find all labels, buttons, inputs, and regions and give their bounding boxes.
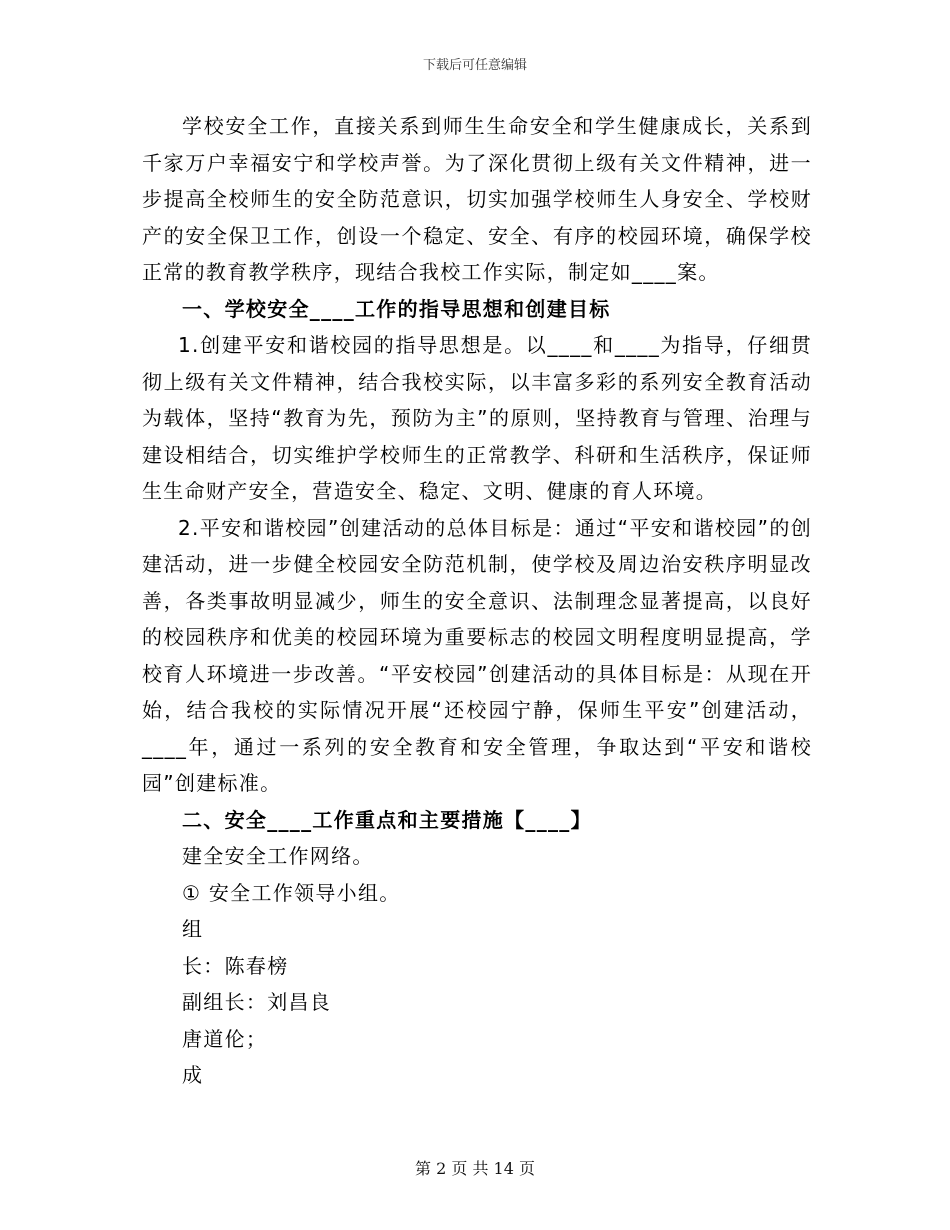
- group-line: 组: [182, 917, 204, 941]
- leader-line: 长：陈春榜: [182, 953, 289, 978]
- network-line: 建全安全工作网络。: [182, 844, 374, 868]
- leadership-group-line: ① 安全工作领导小组。: [182, 880, 401, 905]
- intro-paragraph: 学校安全工作，直接关系到师生生命安全和学生健康成长，关系到千家万户幸福安宁和学校声誉。为了深化贯彻上级有关文件精神，进一步提高全校师生的安全防范意识，切实加强学校师生人身安全、学校财产的安全保卫工作，创设一个稳定、安全、有序的校园环境，确保学校正常的教育教学秩序，现结合我校工作实际，制定如____案。: [142, 114, 812, 284]
- section-heading-1: 一、学校安全____工作的指导思想和创建目标: [182, 296, 611, 321]
- guiding-ideology-paragraph: 1.创建平安和谐校园的指导思想是。以____和____为指导，仔细贯彻上级有关文件精神，结合我校实际，以丰富多彩的系列安全教育活动为载体，坚持“教育为先，预防为主”的原则，坚持教育与管理、治理与建设相结合，切实维护学校师生的正常教学、科研和生活秩序，保证师生生命财产安全，营造安全、稳定、文明、健康的育人环境。: [142, 333, 812, 503]
- overall-goal-paragraph: 2.平安和谐校园”创建活动的总体目标是：通过“平安和谐校园”的创建活动，进一步健全校园安全防范机制，使学校及周边治安秩序明显改善，各类事故明显减少，师生的安全意识、法制理念显著提高，以良好的校园秩序和优美的校园环境为重要标志的校园文明程度明显提高，学校育人环境进一步改善。“平安校园”创建活动的具体目标是：从现在开始，结合我校的实际情况开展“还校园宁静，保师生平安”创建活动，____年，通过一系列的安全教育和安全管理，争取达到“平安和谐校园”创建标准。: [142, 515, 812, 795]
- deputy-name-line: 唐道伦；: [182, 1026, 268, 1051]
- page-footer: 第 2 页 共 14 页: [415, 1159, 535, 1178]
- section-heading-2: 二、安全____工作重点和主要措施【____】: [182, 807, 592, 832]
- deputy-leader-line: 副组长：刘昌良: [182, 990, 332, 1014]
- document-body: [142, 108, 812, 1094]
- page-header: 下载后可任意编辑: [422, 58, 527, 73]
- member-line: 成: [182, 1063, 204, 1087]
